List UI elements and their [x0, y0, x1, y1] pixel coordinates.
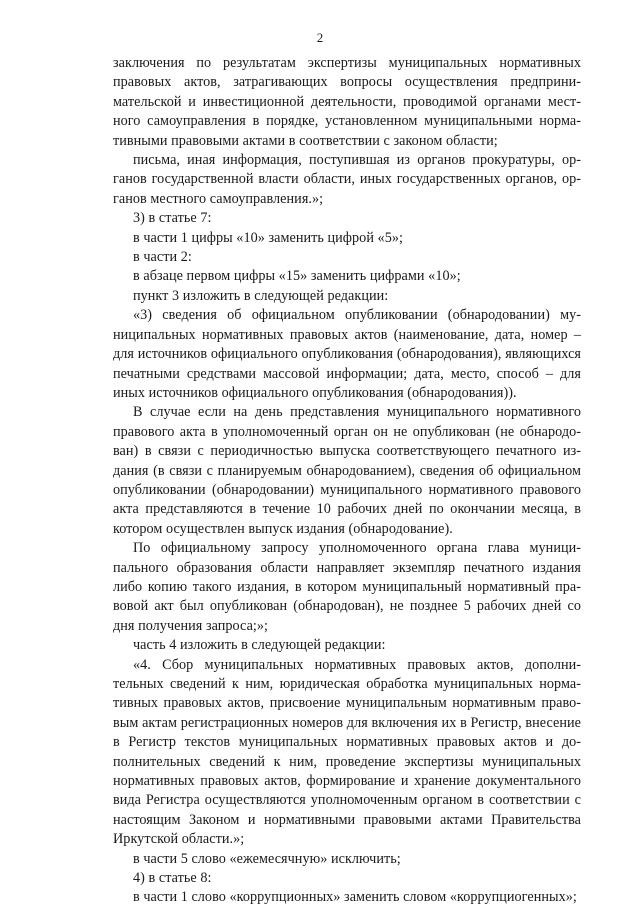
paragraph-first-abzac: в абзаце первом цифры «15» заменить цифрами «10»; [133, 268, 461, 285]
paragraph-part-4: часть 4 изложить в следующей редакции: [133, 637, 386, 654]
paragraph-official-request: По официальному запросу уполномоченного органа глава муниципального образования области направляет экземпляр печатного издания либо копию такого издания, в котором муниципальный нормативный правовой акт был опубликован (обнародован), не позднее 5 рабочих дней со дня получения запроса;»; [113, 540, 581, 634]
paragraph-register-collection: «4. Сбор муниципальных нормативных правовых актов, дополнительных сведений к ним, юридическая обработка муниципальных нормативных правовых актов, присвоение муниципальным нормативным правовым актам регистрационных номеров для включения их в Регистр, внесение в Регистр текстов муниципальных нормативных правовых актов и дополнительных сведений к ним, проведение экспертизы муниципальных нормативных правовых актов, формирование и хранение документального вида Регистра осуществляются уполномоченным органом в соответствии с настоящим Законом и нормативными правовыми актами Правительства Иркутской области.»; [113, 656, 581, 848]
paragraph-article-7: 3) в статье 7: [133, 210, 212, 227]
paragraph-letters: письма, иная информация, поступившая из органов прокуратуры, органов государственной власти области, иных государственных органов, органов местного самоуправления.»; [113, 152, 581, 207]
paragraph-article-8-part-1: в части 1 слово «коррупционных» заменить словом «коррупциогенных»; [133, 889, 577, 906]
paragraph-expertise-conclusions: заключения по результатам экспертизы муниципальных нормативных правовых актов, затрагивающих вопросы осуществления предпринимательской и инвестиционной деятельности, проводимой органами местного самоуправления в порядке, установленном муниципальными нормативными правовыми актами в соответствии с законом области; [113, 55, 581, 149]
paragraph-point-3: пункт 3 изложить в следующей редакции: [133, 287, 389, 304]
paragraph-part-5: в части 5 слово «ежемесячную» исключить; [133, 850, 401, 867]
paragraph-not-published-case: В случае если на день представления муниципального нормативного правового акта в уполномоченный орган он не опубликован (не обнародован) в связи с периодичностью выпуска соответствующего печатного издания (в связи с планируемым обнародованием), сведения об официальном опубликовании (обнародовании) муниципального нормативного правового акта представляются в течение 10 рабочих дней по окончании месяца, в котором осуществлен выпуск издания (обнародование). [113, 404, 581, 537]
paragraph-part-1: в части 1 цифры «10» заменить цифрой «5»; [133, 229, 403, 246]
paragraph-part-2: в части 2: [133, 249, 192, 266]
document-body [113, 54, 581, 908]
paragraph-article-8: 4) в статье 8: [133, 870, 212, 887]
page-number: 2 [316, 30, 324, 45]
paragraph-publication-info: «3) сведения об официальном опубликовании (обнародовании) муниципальных нормативных правовых актов (наименование, дата, номер – для источников официального опубликования (обнародования), являющихся печатными средствами массовой информации; дата, место, способ – для иных источников официального опубликования (обнародования)). [113, 307, 581, 401]
